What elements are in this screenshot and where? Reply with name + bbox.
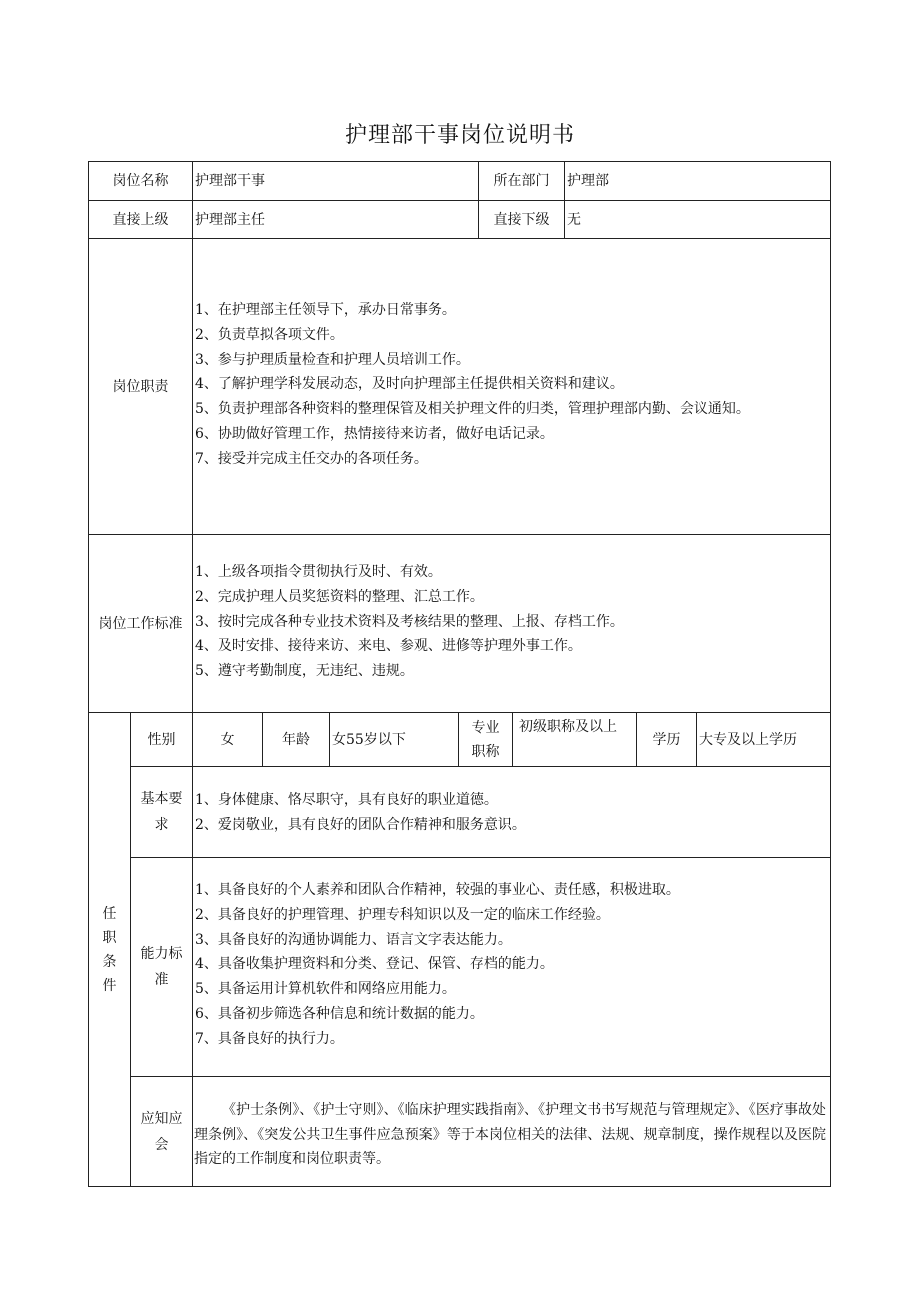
basic-requirement-item: 2、爱岗敬业，具有良好的团队合作精神和服务意识。: [195, 816, 526, 833]
title-value: 初级职称及以上: [519, 719, 617, 735]
duty-item: 1、在护理部主任领导下，承办日常事务。: [195, 302, 456, 318]
age-label: 年龄: [282, 731, 310, 748]
ability-item: 7、具备良好的执行力。: [195, 1030, 344, 1047]
education-label: 学历: [652, 731, 681, 748]
standards-label: 岗位工作标准: [98, 615, 183, 632]
gender-value: 女: [220, 731, 235, 748]
department-value: 护理部: [567, 173, 609, 189]
post-name-label: 岗位名称: [112, 173, 169, 189]
ability-item: 2、具备良好的护理管理、护理专科知识以及一定的临床工作经验。: [195, 906, 610, 923]
ability-list: [193, 878, 830, 1052]
knowledge-label: 应知应会: [140, 1110, 183, 1153]
duty-item: 6、协助做好管理工作，热情接待来访者，做好电话记录。: [195, 425, 554, 442]
duties-label: 岗位职责: [112, 378, 169, 395]
duties-list: [193, 298, 830, 472]
duty-item: 2、负责草拟各项文件。: [195, 326, 344, 343]
knowledge-text: 《护士条例》、《护士守则》、《临床护理实践指南》、《护理文书书写规范与管理规定》、《医疗事故处理条例》、《突发公共卫生事件应急预案》等于本岗位相关的法律、法规、规章制度，操作规程以及医院指定的工作制度和岗位职责等。: [194, 1102, 826, 1167]
basic-requirement-item: 1、身体健康、恪尽职守，具有良好的职业道德。: [195, 792, 498, 808]
ability-item: 6、具备初步筛选各种信息和统计数据的能力。: [195, 1005, 484, 1022]
page-title: 护理部干事岗位说明书: [344, 123, 575, 148]
duty-item: 7、接受并完成主任交办的各项任务。: [195, 450, 428, 467]
title-label: 专业职称: [471, 719, 500, 760]
superior-value: 护理部主任: [195, 211, 265, 228]
standards-list: [193, 560, 830, 684]
education-value: 大专及以上学历: [699, 731, 797, 748]
ability-item: 3、具备良好的沟通协调能力、语言文字表达能力。: [195, 931, 512, 948]
subordinate-label: 直接下级: [493, 211, 550, 228]
basic-requirements-list: [193, 788, 830, 838]
ability-item: 5、具备运用计算机软件和网络应用能力。: [195, 981, 456, 998]
duty-item: 3、参与护理质量检查和护理人员培训工作。: [195, 351, 470, 368]
duty-item: 4、了解护理学科发展动态，及时向护理部主任提供相关资料和建议。: [195, 376, 624, 393]
ability-label: 能力标准: [140, 946, 183, 988]
post-name-value: 护理部干事: [195, 173, 265, 189]
age-value: 女55岁以下: [332, 731, 406, 748]
standard-item: 2、完成护理人员奖惩资料的整理、汇总工作。: [195, 588, 484, 605]
duty-item: 5、负责护理部各种资料的整理保管及相关护理文件的归类，管理护理部内勤、会议通知。: [195, 401, 750, 418]
subordinate-value: 无: [567, 211, 581, 228]
standard-item: 1、上级各项指令贯彻执行及时、有效。: [195, 564, 442, 580]
ability-item: 4、具备收集护理资料和分类、登记、保管、存档的能力。: [195, 956, 554, 973]
department-label: 所在部门: [493, 173, 550, 189]
superior-label: 直接上级: [112, 211, 169, 228]
gender-label: 性别: [147, 731, 176, 748]
qualifications-label: 任职条件: [102, 905, 117, 994]
basic-requirements-label: 基本要求: [140, 791, 183, 833]
standard-item: 5、遵守考勤制度，无违纪、违规。: [195, 663, 414, 680]
ability-item: 1、具备良好的个人素养和团队合作精神，较强的事业心、责任感，积极进取。: [195, 882, 680, 898]
standard-item: 4、及时安排、接待来访、来电、参观、进修等护理外事工作。: [195, 638, 582, 655]
standard-item: 3、按时完成各种专业技术资料及考核结果的整理、上报、存档工作。: [195, 613, 624, 630]
